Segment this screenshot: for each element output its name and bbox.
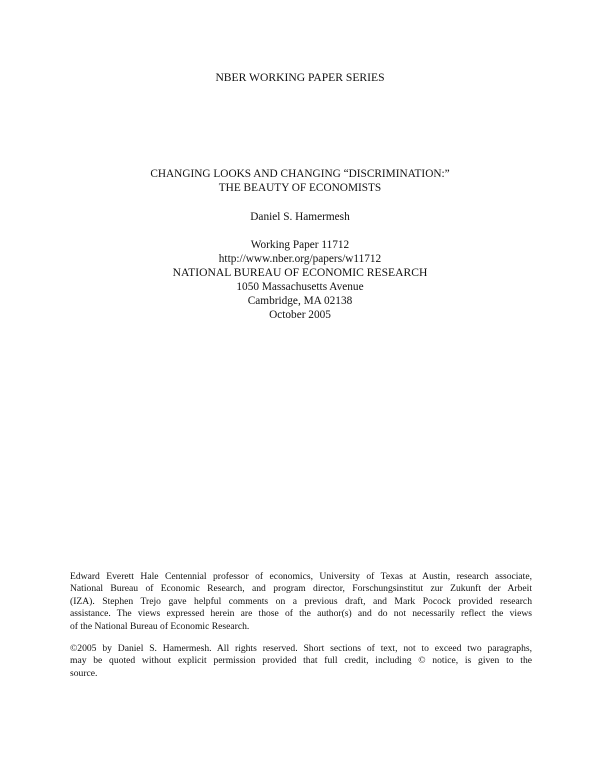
copyright-line: may be quoted without explicit permission provided that full credit, including © notice, is given to the [70, 655, 532, 667]
working-paper-number: Working Paper 11712 [250, 239, 350, 251]
series-header: NBER WORKING PAPER SERIES [215, 71, 385, 84]
publisher-street: 1050 Massachusetts Avenue [236, 281, 364, 293]
publisher-name: NATIONAL BUREAU OF ECONOMIC RESEARCH [172, 266, 428, 279]
paper-title-line-2: THE BEAUTY OF ECONOMISTS [218, 182, 382, 194]
footnote-line: assistance. The views expressed herein are those of the author(s) and do not necessarily reflect the views [70, 608, 532, 620]
paper-title [0, 167, 600, 195]
publisher-block [0, 266, 600, 322]
working-paper-info [0, 238, 600, 266]
publication-date: October 2005 [269, 309, 331, 321]
copyright-line: ©2005 by Daniel S. Hamermesh. All rights reserved. Short sections of text, not to exceed two paragraphs, [70, 643, 532, 654]
author-name: Daniel S. Hamermesh [250, 211, 350, 223]
footnote-line: National Bureau of Economic Research, and program director, Forschungsinstitut zur Zukunft der Arbeit [70, 583, 532, 595]
author-footnote [70, 571, 532, 633]
working-paper-url: http://www.nber.org/papers/w11712 [218, 253, 382, 265]
footnote-line: Edward Everett Hale Centennial professor of economics, University of Texas at Austin, research associate, [70, 571, 532, 582]
paper-title-line-1: CHANGING LOOKS AND CHANGING “DISCRIMINATION:” [150, 168, 450, 180]
copyright-notice [70, 643, 532, 680]
footnote-line: of the National Bureau of Economic Research. [70, 620, 250, 632]
copyright-line: source. [70, 667, 98, 679]
footnote-line: (IZA). Stephen Trejo gave helpful comments on a previous draft, and Mark Pocock provided research [70, 595, 532, 607]
publisher-city: Cambridge, MA 02138 [247, 295, 353, 307]
